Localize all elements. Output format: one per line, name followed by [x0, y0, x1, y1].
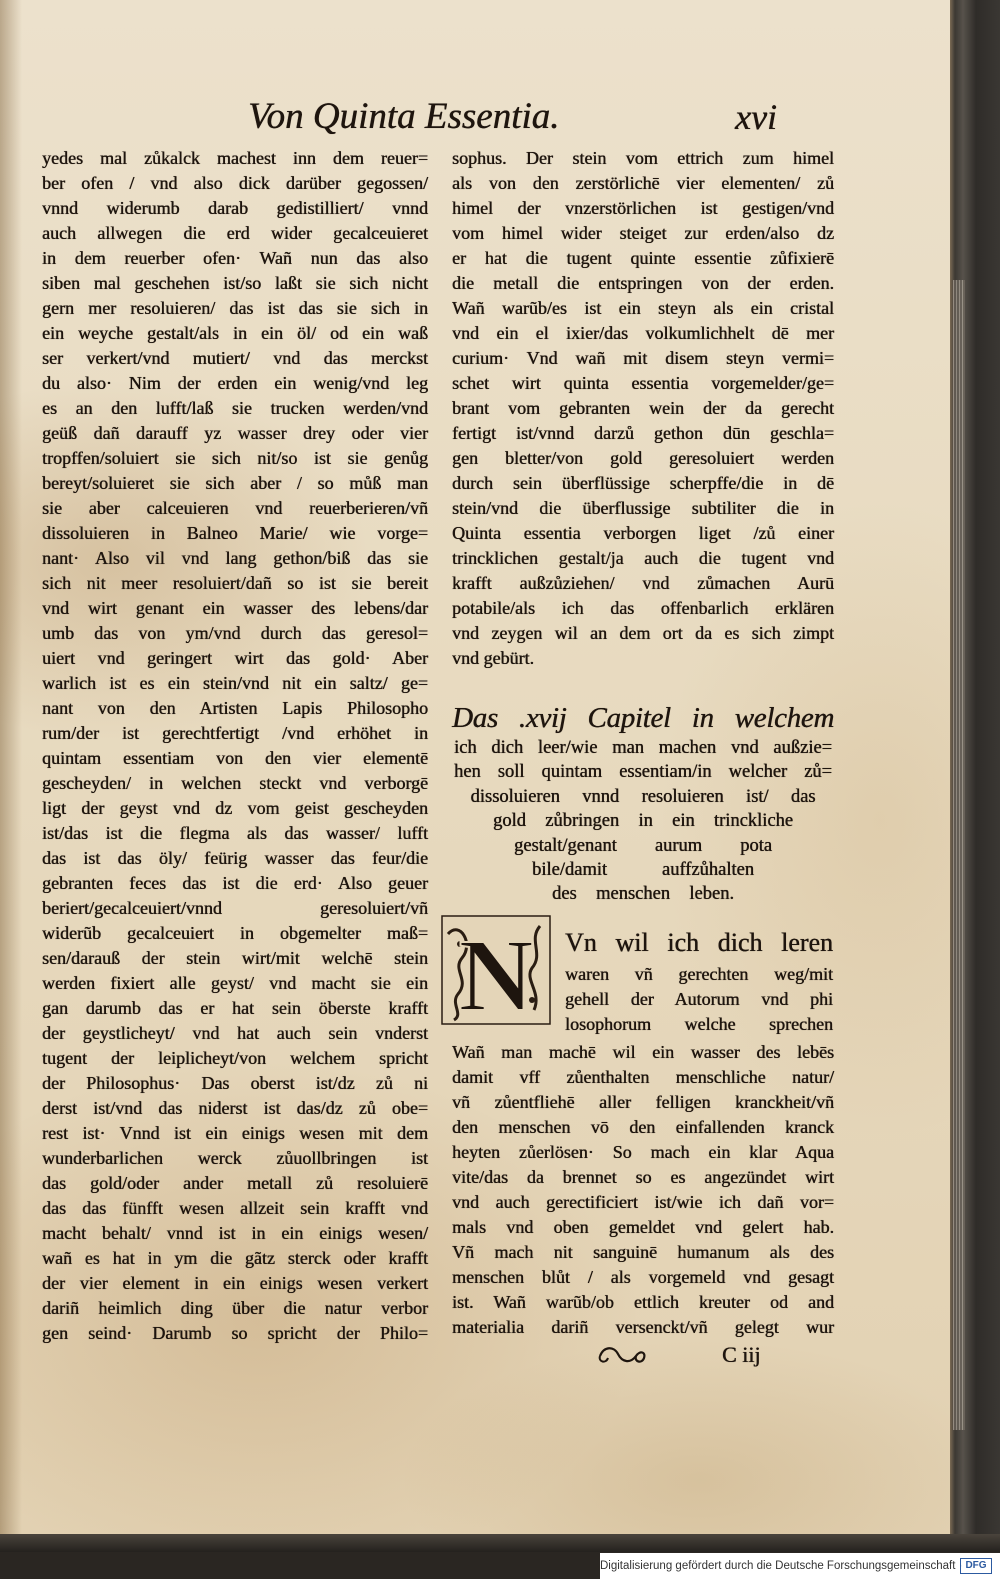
left-column-line: nant von den Artisten Lapis Philosopho: [42, 698, 428, 718]
chapter-body-line: vnd auch gerectificiert ist/wie ich dañ vor=: [452, 1192, 834, 1212]
left-column-line: gescheyden/ in welchen steckt vnd verborgē: [42, 773, 428, 793]
left-column-line: in dem reuerber ofen· Wañ nun das also: [42, 248, 428, 268]
right-column-line: Wañ warũb/es ist ein steyn als ein cristal: [452, 298, 834, 318]
left-column-line: uiert vnd geringert wirt das gold· Aber: [42, 648, 428, 668]
chapter-body-line: vite/das da brennet so es angezündet wirt: [452, 1167, 834, 1187]
chapter-summary-line: dissoluieren vnnd resoluieren ist/ das: [470, 786, 816, 807]
initial-side-line: waren vñ gerechten weg/mit: [565, 964, 833, 984]
right-column-line: potabile/als ich das offenbarlich erklären: [452, 598, 834, 618]
folio-number: xvi: [735, 97, 777, 137]
chapter-body-line: materialia dariñ versenckt/vñ gelegt wur: [452, 1317, 834, 1337]
right-column-line: die metall die entspringen von der erden.: [452, 273, 834, 293]
chapter-body-line: menschen blůt / als vorgemeld vnd gesagt: [452, 1267, 834, 1287]
right-column-line: er hat die tugent quinte essentie zůfixierē: [452, 248, 834, 268]
left-column-line: vnd wirt genant ein wasser des lebens/dar: [42, 598, 428, 618]
right-column-line: vnd gebürt.: [452, 648, 534, 668]
right-column-line: durch sein überflüssige scherpffe/die in dē: [452, 473, 834, 493]
left-column-line: vnnd widerumb darab gedistilliert/ vnnd: [42, 198, 428, 218]
page-edges: [953, 280, 965, 1430]
left-column-line: es an den lufft/laß sie trucken werden/vnd: [42, 398, 428, 418]
left-column-line: du also· Nim der erden ein wenig/vnd leg: [42, 373, 428, 393]
bottom-shadow: [0, 1534, 1000, 1552]
chapter-summary-line: gestalt/genant aurum pota: [514, 835, 772, 856]
chapter-summary-line: gold zůbringen in ein trinckliche: [493, 811, 793, 832]
left-column-line: der geystlicheyt/ vnd hat auch sein vnderst: [42, 1023, 428, 1043]
flourish-ornament: [596, 1342, 648, 1368]
initial-lead-line: Vn wil ich dich leren: [565, 928, 833, 957]
chapter-body-line: ist. Wañ warũb/ob ettlich kreuter od and: [452, 1292, 834, 1312]
right-column-line: curium· Vnd wañ mit disem steyn vermi=: [452, 348, 834, 368]
chapter-summary-line: hen soll quintam essentiam/in welcher zů=: [454, 762, 832, 783]
chapter-summary-line: des menschen leben.: [552, 884, 734, 905]
chapter-summary-line: bile/damit auffzůhalten: [532, 859, 754, 880]
left-column-line: ist/das ist die flegma als das wasser/ lufft: [42, 823, 428, 843]
right-column-line: vom himel wider steiget zur erden/also dz: [452, 223, 834, 243]
left-column-line: das gold/oder ander metall zů resoluierē: [42, 1173, 428, 1193]
chapter-body-line: Wañ man machē wil ein wasser des lebēs: [452, 1042, 834, 1062]
left-column-line: macht behalt/ vnnd ist in ein einigs wesen/: [42, 1223, 428, 1243]
funding-credit: Digitalisierung gefördert durch die Deutsche Forschungsgemeinschaft ·: [600, 1560, 963, 1572]
left-column-line: tropffen/soluiert sie sich nit/so ist sie genůg: [42, 448, 428, 468]
left-column-line: werden fixiert alle geyst/ vnd macht sie ein: [42, 973, 428, 993]
left-column-line: ser verkert/vnd mutiert/ vnd das merckst: [42, 348, 428, 368]
chapter-heading: Das .xvij Capitel in welchem: [452, 702, 834, 734]
running-title: Von Quinta Essentia.: [248, 96, 560, 137]
right-column-line: trincklichen gestalt/ja auch die tugent vnd: [452, 548, 834, 568]
right-column: [452, 146, 834, 671]
chapter-body-line: mals vnd oben gemeldet vnd gelert hab.: [452, 1217, 834, 1237]
chapter-summary-line: ich dich leer/wie man machen vnd außzie=: [454, 738, 832, 758]
initial-side-line: gehell der Autorum vnd phi: [565, 989, 833, 1009]
right-column-line: gen bletter/von gold geresoluiert werden: [452, 448, 834, 468]
left-column-line: das das fünfft wesen allzeit sein krafft vnd: [42, 1198, 428, 1218]
left-column-line: sich nit meer resoluiert/dañ so ist sie bereit: [42, 573, 428, 593]
chapter-body-line: Vñ mach nit sanguinē humanum als des: [452, 1242, 834, 1262]
right-column-line: fertigt ist/vnnd darzů gethon dūn geschla=: [452, 423, 834, 443]
chapter-body: [452, 1040, 834, 1340]
right-column-line: krafft außzůziehen/ vnd zůmachen Aurū: [452, 573, 834, 593]
left-column-line: sie aber calceuieren vnd reuerberieren/vñ: [42, 498, 428, 518]
chapter-body-line: den menschen vō den einfallenden kranck: [452, 1117, 834, 1137]
left-column-line: gebranten feces das ist die erd· Also geuer: [42, 873, 428, 893]
decorated-initial: [440, 914, 552, 1026]
left-column-line: ber ofen / vnd also dick darüber gegossen/: [42, 173, 428, 193]
left-column-line: gen seind· Darumb so spricht der Philo=: [42, 1323, 428, 1343]
right-column-line: himel der vnzerstörlichen ist gestigen/vnd: [452, 198, 834, 218]
left-column-line: tugent der leiplicheyt/von welchem spricht: [42, 1048, 428, 1068]
initial-side-line: losophorum welche sprechen: [565, 1014, 833, 1034]
left-column-line: sen/darauß der stein wirt/mit welchē stein: [42, 948, 428, 968]
footer-bar: [600, 1553, 1000, 1579]
left-column-line: der vier element in ein einigs wesen verkert: [42, 1273, 428, 1293]
left-column-line: beriert/gecalceuiert/vnnd geresoluiert/vñ: [42, 898, 428, 918]
left-column-line: rest ist· Vnnd ist ein einigs wesen mit dem: [42, 1123, 428, 1143]
right-column-line: schet wirt quinta essentia vorgemelder/ge=: [452, 373, 834, 393]
left-column-line: nant· Also vil vnd lang gethon/biß das sie: [42, 548, 428, 568]
right-column-line: Quinta essentia verborgen liget /zů einer: [452, 523, 834, 543]
chapter-body-line: damit vff zůenthalten menschliche natur/: [452, 1067, 834, 1087]
left-column-line: auch allwegen die erd wider gecalceuieret: [42, 223, 428, 243]
left-column-line: quintam essentiam von den vier elementē: [42, 748, 428, 768]
left-column-line: widerũb gecalceuiert in obgemelter maß=: [42, 923, 428, 943]
dfg-logo: DFG: [960, 1558, 992, 1574]
left-column-line: gan darumb das er hat sein öberste krafft: [42, 998, 428, 1018]
right-column-line: stein/vnd die überflussige subtiliter die in: [452, 498, 834, 518]
left-column-line: bereyt/soluieret sie sich aber / so můß man: [42, 473, 428, 493]
left-column-line: der Philosophus· Das oberst ist/dz zů ni: [42, 1073, 428, 1093]
right-column-line: als von den zerstörlichē vier elementen/ zů: [452, 173, 834, 193]
left-column-line: warlich ist es ein stein/vnd nit ein saltz/ ge=: [42, 673, 428, 693]
left-column-line: yedes mal zůkalck machest inn dem reuer=: [42, 148, 428, 168]
chapter-summary: [452, 736, 834, 907]
left-column-line: das ist das öly/ feürig wasser das feur/die: [42, 848, 428, 868]
left-column-line: ein weyche gestalt/als in ein öl/ od ein waß: [42, 323, 428, 343]
right-column-line: brant vom gebranten wein der da gerecht: [452, 398, 834, 418]
initial-side-lines: [565, 962, 833, 1037]
chapter-body-line: heyten zůerlösen· So mach ein klar Aqua: [452, 1142, 834, 1162]
left-column-line: derst ist/vnd das niderst ist das/dz zů obe=: [42, 1098, 428, 1118]
signature-mark: C iij: [722, 1342, 761, 1367]
left-column-line: wunderbarlichen werck zůuollbringen ist: [42, 1148, 428, 1168]
left-column-line: siben mal geschehen ist/so laßt sie sich nicht: [42, 273, 428, 293]
left-column-line: wañ es hat in ym die gãtz sterck oder krafft: [42, 1248, 428, 1268]
left-column-line: gern mer resoluieren/ das ist das sie sich in: [42, 298, 428, 318]
left-column-line: geüß dañ darauff yz wasser drey oder vier: [42, 423, 428, 443]
left-column-line: rum/der ist gerechtfertigt /vnd erhöhet in: [42, 723, 428, 743]
chapter-body-line: vñ zůentfliehē aller felligen kranckheit/vñ: [452, 1092, 834, 1112]
left-column-line: dariñ heimlich ding über die natur verbor: [42, 1298, 428, 1318]
right-column-line: sophus. Der stein vom ettrich zum himel: [452, 148, 834, 168]
right-column-line: vnd ein el ixier/das volkumlichhelt dē mer: [452, 323, 834, 343]
left-column-line: umb das von ym/vnd durch das geresol=: [42, 623, 428, 643]
initial-letter: N: [458, 918, 534, 1026]
left-column: [42, 146, 428, 1346]
right-column-line: vnd zeygen wil an dem ort da es sich zimpt: [452, 623, 834, 643]
left-column-line: dissoluieren in Balneo Marie/ wie vorge=: [42, 523, 428, 543]
left-column-line: ligt der geyst vnd dz vom geist gescheyden: [42, 798, 428, 818]
